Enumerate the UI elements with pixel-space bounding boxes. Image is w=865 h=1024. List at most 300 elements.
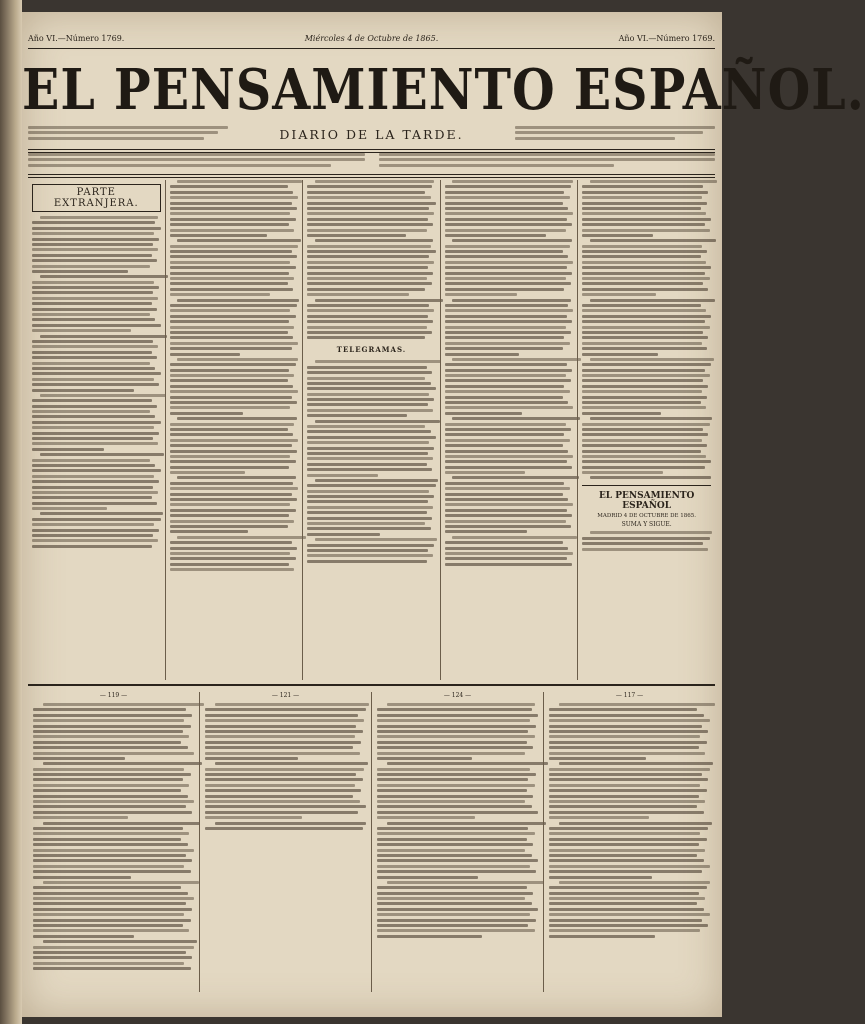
text-line	[32, 340, 153, 343]
text-line	[582, 455, 705, 458]
text-line	[377, 708, 532, 711]
text-line	[582, 450, 700, 453]
text-line	[170, 498, 297, 501]
issue-date: Miércoles 4 de Octubre de 1865.	[304, 34, 439, 43]
folletin-column-1	[28, 692, 199, 992]
text-line	[32, 372, 161, 375]
text-line	[549, 778, 708, 781]
text-line	[445, 563, 572, 566]
text-line	[170, 379, 288, 382]
advert-subtitle: SUMA Y SIGUE.	[621, 521, 672, 529]
text-line	[33, 865, 184, 868]
text-line	[549, 902, 697, 905]
text-line	[582, 196, 702, 199]
text-line	[582, 191, 708, 194]
text-line	[177, 358, 298, 361]
text-line	[582, 379, 703, 382]
text-line	[170, 207, 297, 210]
text-line	[452, 476, 578, 479]
folletin-column-2	[199, 692, 371, 992]
text-line	[33, 752, 194, 755]
text-line	[170, 520, 295, 523]
text-line	[170, 503, 291, 506]
text-line	[377, 876, 478, 879]
text-line	[452, 358, 581, 361]
text-line	[33, 908, 192, 911]
text-line	[445, 369, 572, 372]
text-line	[307, 506, 433, 509]
text-line	[377, 714, 538, 717]
text-line	[33, 832, 189, 835]
text-line	[32, 469, 161, 472]
text-line	[33, 919, 191, 922]
text-line	[307, 452, 428, 455]
text-line	[307, 202, 436, 205]
text-line	[307, 336, 425, 339]
text-line	[170, 482, 293, 485]
text-line	[582, 315, 711, 318]
text-line	[170, 266, 296, 269]
conditions-left	[28, 153, 365, 169]
text-line	[170, 282, 288, 285]
text-line	[315, 538, 437, 541]
text-line	[307, 304, 429, 307]
text-line	[307, 331, 432, 334]
text-line	[307, 403, 428, 406]
text-line	[307, 463, 427, 466]
text-line	[307, 212, 434, 215]
text-line	[40, 335, 167, 338]
text-line	[582, 466, 704, 469]
text-line	[32, 496, 152, 499]
text-line	[33, 854, 186, 857]
text-line	[215, 822, 366, 825]
text-line	[582, 326, 709, 329]
text-line	[582, 336, 708, 339]
text-line	[377, 730, 528, 733]
text-line	[170, 450, 297, 453]
text-line	[307, 398, 434, 401]
text-line	[377, 725, 536, 728]
text-line	[445, 525, 571, 528]
text-line	[549, 752, 705, 755]
text-line	[582, 433, 708, 436]
text-line	[307, 196, 430, 199]
text-line	[377, 849, 525, 852]
text-line	[445, 444, 563, 447]
text-line	[445, 439, 570, 442]
text-line	[582, 261, 705, 264]
text-line	[33, 962, 184, 965]
text-line	[387, 822, 546, 825]
text-line	[32, 227, 161, 230]
text-line	[315, 479, 438, 482]
text-line	[377, 811, 538, 814]
text-line	[33, 795, 188, 798]
text-line	[170, 514, 290, 517]
text-line	[549, 849, 705, 852]
text-line	[33, 870, 191, 873]
text-line	[582, 471, 663, 474]
text-line	[32, 442, 158, 445]
text-line	[377, 859, 538, 862]
text-line	[32, 491, 158, 494]
text-line	[32, 437, 153, 440]
text-line	[307, 387, 436, 390]
text-line	[170, 493, 292, 496]
text-line	[170, 428, 288, 431]
text-line	[307, 320, 433, 323]
text-line	[549, 735, 700, 738]
text-line	[445, 202, 563, 205]
text-line	[43, 822, 201, 825]
text-line	[33, 778, 183, 781]
text-line	[445, 547, 568, 550]
text-line	[582, 374, 709, 377]
folletin-page-number: — 121 —	[271, 692, 300, 699]
text-line	[582, 304, 700, 307]
text-line	[32, 324, 161, 327]
text-line	[307, 425, 425, 428]
text-line	[582, 537, 709, 540]
text-line	[32, 345, 158, 348]
text-line	[307, 255, 429, 258]
text-line	[215, 703, 370, 706]
text-line	[32, 389, 134, 392]
text-line	[33, 924, 183, 927]
text-line	[170, 331, 288, 334]
text-line	[205, 746, 353, 749]
text-line	[445, 266, 567, 269]
text-line	[452, 180, 573, 183]
column-5	[577, 180, 715, 680]
text-line	[33, 913, 184, 916]
text-line	[32, 291, 153, 294]
text-line	[205, 789, 361, 792]
text-line	[170, 245, 299, 248]
folletin-column-3	[371, 692, 543, 992]
text-line	[445, 541, 563, 544]
text-line	[32, 459, 150, 462]
text-line	[559, 703, 715, 706]
text-line	[445, 304, 568, 307]
text-line	[170, 315, 296, 318]
text-line	[307, 326, 427, 329]
text-line	[582, 363, 711, 366]
text-line	[170, 547, 297, 550]
text-line	[377, 800, 525, 803]
text-line	[445, 255, 568, 258]
text-line	[40, 512, 163, 515]
text-line	[32, 415, 155, 418]
text-line	[582, 250, 707, 253]
text-line	[549, 886, 707, 889]
text-line	[170, 255, 297, 258]
text-line	[582, 542, 703, 545]
text-line	[377, 919, 536, 922]
text-line	[549, 865, 710, 868]
text-line	[307, 223, 433, 226]
text-line	[307, 218, 428, 221]
text-line	[307, 554, 433, 557]
text-line	[445, 487, 570, 490]
subtitle-row	[28, 120, 715, 148]
text-line	[582, 207, 700, 210]
text-line	[445, 282, 571, 285]
text-line	[307, 245, 430, 248]
text-line	[307, 315, 428, 318]
text-line	[32, 383, 159, 386]
text-line	[170, 568, 295, 571]
text-line	[170, 471, 246, 474]
text-line	[33, 827, 183, 830]
text-line	[582, 277, 709, 280]
text-line	[582, 309, 705, 312]
text-line	[582, 282, 703, 285]
text-line	[377, 892, 533, 895]
text-line	[307, 544, 434, 547]
text-line	[445, 455, 574, 458]
text-line	[549, 746, 699, 749]
text-line	[307, 500, 428, 503]
text-line	[205, 768, 364, 771]
text-line	[445, 509, 567, 512]
conditions-right	[379, 153, 716, 169]
text-line	[582, 412, 660, 415]
text-line	[377, 854, 532, 857]
text-line	[445, 530, 527, 533]
text-line	[32, 254, 152, 257]
text-line	[445, 363, 567, 366]
text-line	[170, 353, 241, 356]
text-line	[377, 773, 536, 776]
columns-top-rule	[28, 174, 715, 178]
text-line	[32, 248, 158, 251]
text-line	[582, 390, 702, 393]
text-line	[170, 406, 291, 409]
text-line	[377, 897, 525, 900]
text-line	[452, 299, 570, 302]
text-line	[549, 897, 705, 900]
text-line	[170, 218, 296, 221]
text-line	[582, 272, 704, 275]
text-line	[33, 741, 181, 744]
text-line	[170, 390, 299, 393]
text-line	[170, 530, 248, 533]
text-line	[40, 275, 169, 278]
text-line	[32, 539, 158, 542]
text-line	[582, 369, 704, 372]
text-line	[307, 207, 429, 210]
text-line	[445, 493, 563, 496]
text-line	[205, 730, 363, 733]
text-line	[33, 714, 192, 717]
text-line	[307, 490, 429, 493]
text-line	[549, 811, 704, 814]
folletin-page-number: — 124 —	[443, 692, 472, 699]
text-line	[445, 353, 520, 356]
text-line	[40, 453, 165, 456]
text-line	[549, 768, 710, 771]
text-line	[170, 320, 290, 323]
text-line	[445, 396, 563, 399]
text-line	[307, 414, 407, 417]
text-line	[387, 881, 545, 884]
text-line	[40, 216, 158, 219]
issue-number-left: Año VI.—Número 1769.	[28, 34, 125, 43]
text-line	[170, 326, 295, 329]
text-line	[307, 250, 436, 253]
folletin-rule	[28, 684, 715, 686]
text-line	[32, 432, 159, 435]
text-line	[177, 536, 306, 539]
text-line	[307, 430, 430, 433]
text-line	[33, 886, 181, 889]
subscription-conditions	[28, 153, 715, 169]
text-line	[32, 302, 152, 305]
text-line	[33, 708, 186, 711]
text-line	[33, 956, 192, 959]
text-line	[582, 406, 705, 409]
text-line	[307, 377, 425, 380]
text-line	[549, 913, 710, 916]
text-line	[549, 832, 700, 835]
masthead-title: EL PENSAMIENTO ESPAÑOL.	[22, 56, 865, 123]
text-line	[33, 892, 188, 895]
text-line	[177, 417, 297, 420]
text-line	[32, 238, 159, 241]
text-line	[32, 281, 154, 284]
text-line	[377, 908, 538, 911]
text-line	[445, 234, 547, 237]
text-line	[32, 318, 155, 321]
text-line	[445, 557, 567, 560]
text-line	[170, 185, 288, 188]
text-line	[549, 800, 705, 803]
text-line	[377, 805, 532, 808]
text-line	[582, 223, 704, 226]
text-line	[549, 892, 699, 895]
text-line	[307, 495, 434, 498]
text-line	[445, 471, 525, 474]
text-line	[549, 795, 699, 798]
text-line	[170, 509, 296, 512]
text-line	[582, 212, 705, 215]
text-line	[307, 447, 434, 450]
text-line	[307, 393, 429, 396]
text-line	[445, 460, 567, 463]
text-line	[307, 366, 427, 369]
text-line	[307, 436, 436, 439]
text-line	[582, 331, 703, 334]
text-line	[170, 234, 268, 237]
text-line	[445, 450, 568, 453]
text-line	[170, 455, 291, 458]
text-line	[549, 827, 708, 830]
text-line	[170, 250, 292, 253]
text-line	[205, 708, 366, 711]
text-line	[582, 229, 709, 232]
text-line	[177, 476, 295, 479]
text-line	[32, 502, 157, 505]
text-line	[43, 762, 202, 765]
text-line	[33, 897, 194, 900]
column-3	[302, 180, 440, 680]
text-line	[582, 385, 708, 388]
text-line	[549, 919, 702, 922]
text-line	[205, 719, 364, 722]
text-line	[43, 940, 198, 943]
text-line	[32, 486, 153, 489]
text-line	[582, 202, 707, 205]
text-line	[445, 309, 574, 312]
text-line	[170, 412, 243, 415]
text-line	[582, 428, 703, 431]
text-line	[590, 180, 717, 183]
text-line	[582, 460, 711, 463]
text-line	[205, 725, 356, 728]
text-line	[33, 951, 186, 954]
text-line	[445, 336, 565, 339]
text-line	[377, 832, 535, 835]
text-line	[170, 342, 299, 345]
text-line	[590, 239, 716, 242]
issue-number-right: Año VI.—Número 1769.	[618, 34, 715, 43]
text-line	[445, 498, 568, 501]
text-line	[377, 935, 482, 938]
text-line	[377, 735, 535, 738]
text-line	[445, 277, 566, 280]
text-line	[205, 795, 353, 798]
text-line	[445, 229, 566, 232]
text-line	[445, 196, 570, 199]
main-columns	[28, 180, 715, 680]
text-line	[170, 196, 299, 199]
text-line	[445, 503, 574, 506]
text-line	[32, 362, 150, 365]
text-line	[170, 191, 293, 194]
text-line	[40, 394, 166, 397]
text-line	[377, 746, 533, 749]
text-line	[32, 378, 154, 381]
text-line	[307, 549, 428, 552]
text-line	[549, 929, 700, 932]
text-line	[33, 946, 194, 949]
text-line	[205, 816, 302, 819]
column-1	[28, 180, 165, 680]
text-line	[170, 525, 288, 528]
text-line	[377, 816, 475, 819]
folletin-column-4	[543, 692, 715, 992]
price-box-right	[515, 126, 715, 142]
text-line	[445, 347, 563, 350]
text-line	[582, 245, 702, 248]
text-line	[445, 245, 570, 248]
text-line	[32, 399, 152, 402]
text-line	[549, 876, 652, 879]
text-line	[32, 523, 154, 526]
text-line	[445, 191, 565, 194]
text-line	[170, 363, 296, 366]
text-line	[445, 218, 567, 221]
text-line	[32, 221, 155, 224]
text-line	[205, 811, 358, 814]
text-line	[445, 433, 565, 436]
text-line	[32, 480, 159, 483]
text-line	[445, 212, 574, 215]
text-line	[377, 827, 528, 830]
text-line	[170, 369, 290, 372]
